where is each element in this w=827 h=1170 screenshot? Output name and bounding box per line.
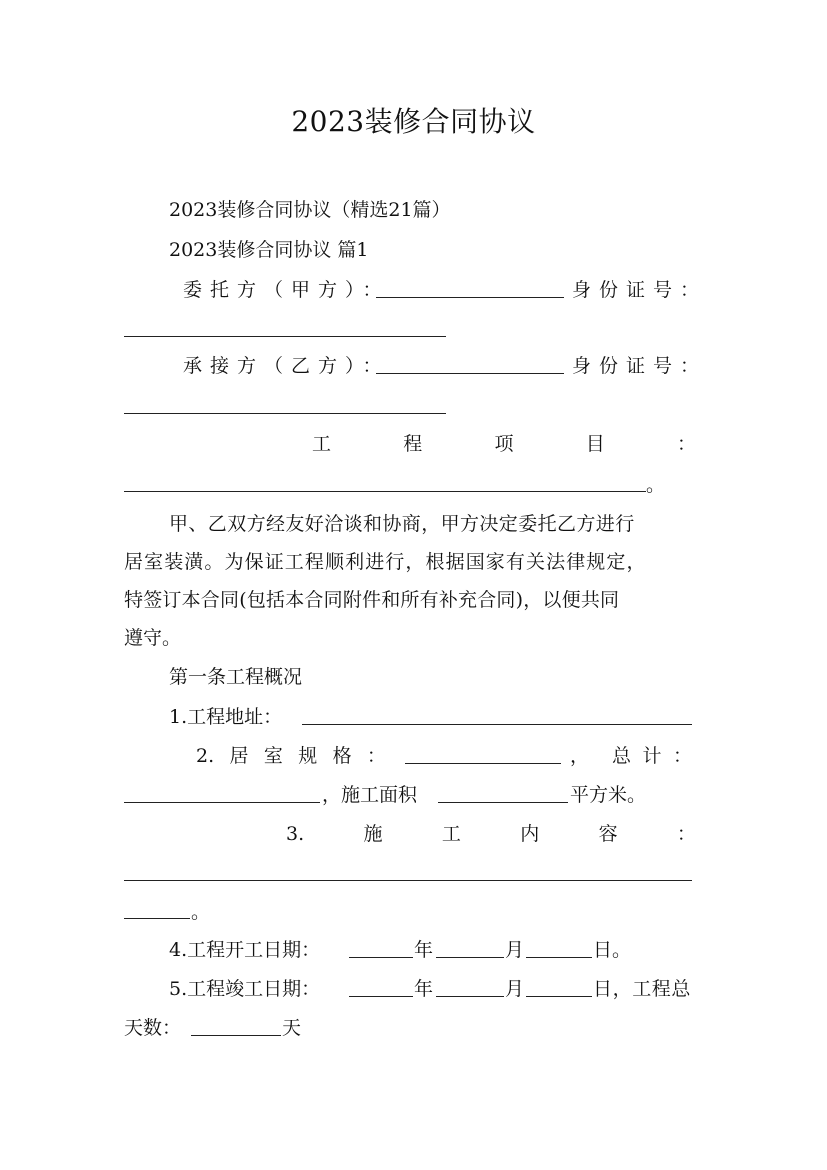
total-char: ： [672, 745, 692, 767]
days-blank[interactable] [191, 1035, 281, 1036]
article-heading: 第一条工程概况 [169, 666, 303, 688]
end-year-blank[interactable] [349, 996, 413, 997]
start-year-blank[interactable] [349, 957, 413, 958]
total-char: 总 [612, 745, 632, 767]
project-char: 工 [312, 433, 332, 455]
days-unit: 天 [282, 1017, 302, 1039]
item3-char: 施 [363, 823, 383, 845]
item2-char: ： [366, 745, 386, 767]
item2-total [612, 742, 692, 770]
item3-char: ： [676, 823, 696, 845]
item1-label: 1.工程地址： [169, 706, 283, 728]
days-label: 天数： [124, 1017, 182, 1039]
total-blank[interactable] [124, 802, 320, 803]
project-char: 目 [585, 433, 605, 455]
item4-label: 4.工程开工日期： [169, 939, 321, 961]
paragraph-line: 遵守。 [124, 627, 182, 649]
party-b-blank[interactable] [376, 373, 564, 374]
item3-char: 3. [286, 823, 305, 845]
address-blank[interactable] [302, 724, 692, 725]
month-label: 月 [505, 939, 525, 961]
item2-label [196, 742, 386, 770]
subtitle: 2023装修合同协议（精选21篇） [169, 199, 451, 221]
party-a-blank[interactable] [376, 297, 564, 298]
month-label: 月 [505, 978, 525, 1000]
total-char: 计 [642, 745, 662, 767]
end-day-blank[interactable] [526, 996, 592, 997]
item2-char: 规 [298, 745, 318, 767]
content-blank-cont[interactable] [124, 918, 190, 919]
item5-label: 5.工程竣工日期： [169, 978, 321, 1000]
item2-char: 室 [263, 745, 283, 767]
item2-comma: ， [570, 745, 590, 767]
item2-char: 格 [332, 745, 352, 767]
party-b-label: 承接方（乙方）： [183, 355, 390, 377]
id-b-blank[interactable] [124, 413, 446, 414]
start-month-blank[interactable] [436, 957, 504, 958]
item2-char: 2. [196, 745, 215, 767]
spec-blank[interactable] [405, 763, 561, 764]
id-label-a: 身份证号： [572, 279, 708, 301]
content-blank[interactable] [124, 880, 692, 881]
day-total-label: 日，工程总 [593, 978, 692, 1000]
id-a-blank[interactable] [124, 336, 446, 337]
item2-char: 居 [229, 745, 249, 767]
item2-area-label: ，施工面积 [322, 784, 418, 806]
project-char: ： [676, 433, 696, 455]
paragraph-line: 居室装潢。为保证工程顺利进行，根据国家有关法律规定， [124, 551, 647, 573]
item3-char: 内 [520, 823, 540, 845]
item3-period: 。 [191, 901, 211, 923]
project-char: 项 [494, 433, 514, 455]
start-day-blank[interactable] [526, 957, 592, 958]
paragraph-line: 特签订本合同(包括本合同附件和所有补充合同)，以便共同 [124, 589, 620, 611]
day-label: 日。 [593, 939, 632, 961]
year-label: 年 [414, 978, 434, 1000]
project-label [312, 430, 696, 458]
paragraph-line: 甲、乙双方经友好洽谈和协商，甲方决定委托乙方进行 [169, 513, 635, 535]
id-label-b: 身份证号： [572, 355, 708, 377]
section-heading: 2023装修合同协议 篇1 [169, 239, 369, 261]
end-month-blank[interactable] [436, 996, 504, 997]
area-blank[interactable] [438, 802, 568, 803]
project-blank[interactable] [124, 491, 646, 492]
item2-area-unit: 平方米。 [570, 784, 647, 806]
item3-char: 容 [598, 823, 618, 845]
document-title: 2023装修合同协议 [291, 105, 536, 138]
project-char: 程 [403, 433, 423, 455]
item3-char: 工 [441, 823, 461, 845]
project-period: 。 [646, 474, 666, 496]
item3-label [286, 820, 696, 848]
year-label: 年 [414, 939, 434, 961]
party-a-label: 委托方（甲方）： [183, 279, 390, 301]
